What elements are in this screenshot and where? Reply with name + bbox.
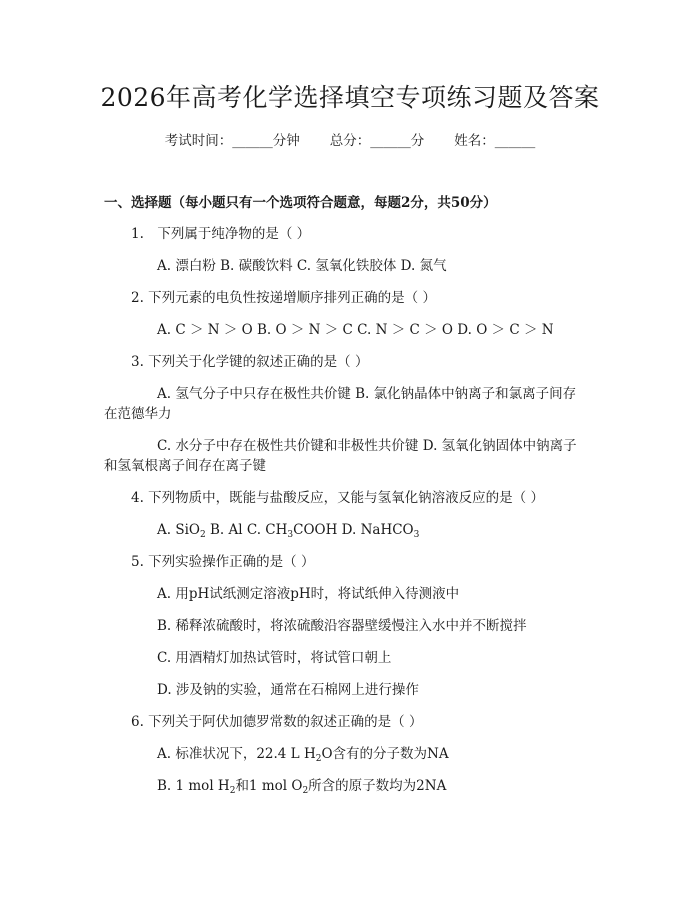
exam-meta bbox=[0, 131, 700, 151]
question-2-options: A. C ＞ N ＞ O B. O ＞ N ＞ C C. N ＞ C ＞ O D. O ＞ C ＞ N bbox=[157, 322, 554, 338]
question-6-stem: 6. 下列关于阿伏加德罗常数的叙述正确的是（ ） bbox=[131, 714, 423, 730]
question-6-option-a: A. 标准状况下，22.4 L $H_2O$含有的分子数为NA bbox=[157, 746, 449, 764]
question-5-option-d: D. 涉及钠的实验，通常在石棉网上进行操作 bbox=[157, 682, 419, 698]
section-heading: 一、选择题（每小题只有一个选项符合题意，每题2分，共50分） bbox=[104, 195, 497, 211]
time-field: 考试时间：______分钟 bbox=[164, 133, 300, 149]
page-title: 2026年高考化学选择填空专项练习题及答案 bbox=[100, 83, 600, 112]
question-4-stem: 4. 下列物质中，既能与盐酸反应，又能与氢氧化钠溶液反应的是（ ） bbox=[131, 490, 544, 506]
question-5-option-b: B. 稀释浓硫酸时，将浓硫酸沿容器壁缓慢注入水中并不断搅拌 bbox=[157, 618, 527, 634]
question-6-option-b: B. 1 mol $H_2$和1 mol $O_2$所含的原子数均为2NA bbox=[157, 778, 447, 796]
question-3-options-ab: A. 氢气分子中只存在极性共价键 B. 氯化钠晶体中钠离子和氯离子间存 bbox=[157, 386, 577, 402]
question-3-options-ab-cont: 在范德华力 bbox=[104, 406, 172, 422]
question-2-stem: 2. 下列元素的电负性按递增顺序排列正确的是（ ） bbox=[131, 290, 436, 306]
question-5-option-c: C. 用酒精灯加热试管时，将试管口朝上 bbox=[157, 650, 392, 666]
question-5-option-a: A. 用pH试纸测定溶液pH时，将试纸伸入待测液中 bbox=[157, 586, 460, 602]
question-1-options: A. 漂白粉 B. 碳酸饮料 C. 氢氧化铁胶体 D. 氮气 bbox=[157, 258, 447, 274]
score-field: 总分：______分 bbox=[329, 133, 425, 149]
name-field: 姓名：______ bbox=[454, 133, 536, 149]
question-3-options-cd-cont: 和氢氧根离子间存在离子键 bbox=[104, 458, 266, 474]
question-3-options-cd: C. 水分子中存在极性共价键和非极性共价键 D. 氢氧化钠固体中钠离子 bbox=[157, 438, 577, 454]
question-3-stem: 3. 下列关于化学键的叙述正确的是（ ） bbox=[131, 354, 369, 370]
question-1-stem: 1. 下列属于纯净物的是（ ） bbox=[131, 226, 311, 242]
question-5-stem: 5. 下列实验操作正确的是（ ） bbox=[131, 554, 315, 570]
question-4-options: A. SiO$_2$ B. Al C. $CH_3COOH$ D. NaHCO$_3$ bbox=[157, 522, 420, 540]
